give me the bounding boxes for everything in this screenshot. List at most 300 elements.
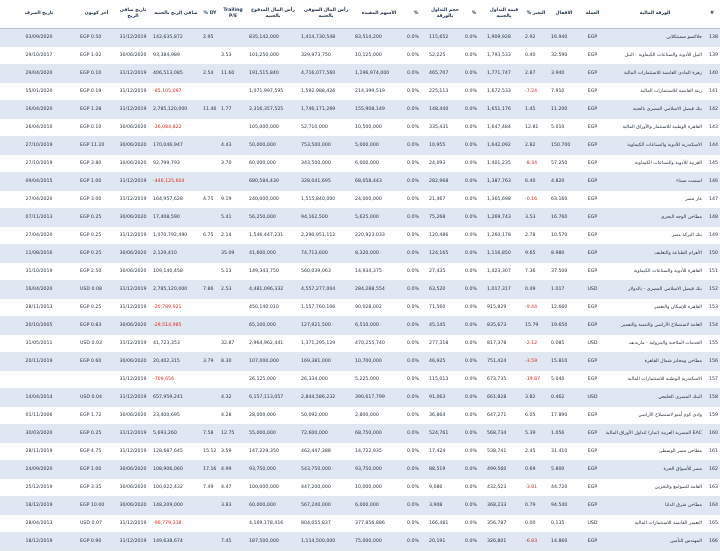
- cell-close: 63.160: [549, 191, 579, 209]
- table-row[interactable]: [0, 317, 720, 335]
- cell-pct: 0.0%: [463, 65, 485, 83]
- cell-pct: 0.0%: [463, 497, 485, 515]
- cell-idx: 152: [704, 281, 720, 299]
- cell-trailing-pe: [219, 83, 247, 101]
- cell-change: 9.65: [523, 245, 549, 263]
- cell-traded-value: 647,271: [485, 407, 523, 425]
- table-row[interactable]: [0, 407, 720, 425]
- table-row[interactable]: [0, 281, 720, 299]
- cell-net-profit: -85,105,067: [151, 83, 201, 101]
- cell-security-name[interactable]: المهندس للتأمين: [606, 533, 704, 551]
- cell-security-name[interactable]: التعمير القابضة للاستثمارات المالية: [606, 515, 704, 533]
- cell-dy: 6.75: [201, 227, 219, 245]
- cell-shares: 6,510,000: [353, 317, 405, 335]
- cell-traded-value: 751,424: [485, 353, 523, 371]
- cell-pct: 0.0%: [463, 425, 485, 443]
- cell-idx: 149: [704, 227, 720, 245]
- cell-pct: 0.0%: [463, 173, 485, 191]
- cell-profit-date: 31/12/2019: [115, 191, 151, 209]
- cell-currency: EGP: [579, 155, 606, 173]
- cell-security-name[interactable]: زهرة المادي القابضة للاستثمارات المالية: [606, 65, 704, 83]
- cell-market-cap: 52,710,000: [299, 119, 353, 137]
- cell-traded-volume: 24,093: [427, 155, 463, 173]
- cell-currency: EGP: [579, 65, 606, 83]
- cell-coupon-date: 11/08/2016: [0, 245, 78, 263]
- cell-shares: 68,058,443: [353, 173, 405, 191]
- cell-profit-date: 30/06/2020: [115, 317, 151, 335]
- cell-security-name[interactable]: مطاحن الوجه البحري: [606, 209, 704, 227]
- header-row: [0, 0, 720, 29]
- cell-security-name[interactable]: بنك البركة مصر: [606, 227, 704, 245]
- cell-close: 32.590: [549, 47, 579, 65]
- cell-coupon-date: 18/12/2019: [0, 533, 78, 551]
- cell-security-name[interactable]: النيل للأدوية والصناعات الكيماوية - النيل: [606, 47, 704, 65]
- table-row[interactable]: [0, 83, 720, 101]
- cell-close: 0.135: [549, 515, 579, 533]
- cell-shares: 214,399,519: [353, 83, 405, 101]
- cell-last-coupon: EGP 0.50: [78, 29, 115, 47]
- cell-traded-value: 499,560: [485, 461, 523, 479]
- table-row[interactable]: [0, 29, 720, 47]
- header-pct[interactable]: %: [463, 0, 485, 29]
- cell-coupon-date: 14/04/2014: [0, 389, 78, 407]
- cell-traded-volume: 10,955: [427, 137, 463, 155]
- cell-traded-value: 568,734: [485, 425, 523, 443]
- cell-market-cap: 1,414,730,548: [299, 29, 353, 47]
- cell-currency: EGP: [579, 191, 606, 209]
- cell-coupon-date: 18/12/2019: [0, 497, 78, 515]
- cell-trailing-pe: [219, 29, 247, 47]
- cell-traded-value: 915,829: [485, 299, 523, 317]
- table-row[interactable]: [0, 443, 720, 461]
- cell-currency: EGP: [579, 425, 606, 443]
- cell-net-profit: -446,125,604: [151, 173, 201, 191]
- cell-traded-volume: 21,467: [427, 191, 463, 209]
- cell-traded-volume: 20,191: [427, 533, 463, 551]
- cell-currency: EGP: [579, 83, 606, 101]
- cell-security-name[interactable]: الاسكندرية الوطنية للاستثمارات المالية: [606, 371, 704, 389]
- cell-trailing-pe: 9.19: [219, 191, 247, 209]
- cell-paid-capital: 28,000,000: [247, 407, 299, 425]
- cell-currency: EGP: [579, 299, 606, 317]
- cell-change: -19.87: [523, 371, 549, 389]
- cell-pct2: 0.0%: [405, 479, 427, 497]
- table-row[interactable]: [0, 65, 720, 83]
- table-row[interactable]: [0, 335, 720, 353]
- cell-profit-date: 31/12/2019: [115, 281, 151, 299]
- cell-security-name[interactable]: البنك المصري الخليجي: [606, 389, 704, 407]
- cell-paid-capital: 191,515,840: [247, 65, 299, 83]
- header-profit-date[interactable]: تاريخ صافي الربح: [115, 0, 151, 29]
- cell-net-profit: -709,656: [151, 371, 201, 389]
- table-row[interactable]: [0, 119, 720, 137]
- cell-dy: [201, 83, 219, 101]
- header-pct2[interactable]: %: [405, 0, 427, 29]
- cell-traded-value: 1,771,747: [485, 65, 523, 83]
- cell-traded-volume: 120,486: [427, 227, 463, 245]
- cell-security-name[interactable]: EAC المصرية العربية (ثمار) لتداول الأوراق المالية: [606, 425, 704, 443]
- cell-security-name[interactable]: رتنة القابضة للاستثمارات المالية: [606, 83, 704, 101]
- cell-net-profit: -20,789,921: [151, 299, 201, 317]
- cell-market-cap: 1,746,171,269: [299, 101, 353, 119]
- cell-coupon-date: 28/11/2013: [0, 299, 78, 317]
- cell-idx: 147: [704, 191, 720, 209]
- table-row[interactable]: [0, 263, 720, 281]
- cell-close: 14.860: [549, 533, 579, 551]
- cell-dy: 2.54: [201, 65, 219, 83]
- cell-paid-capital: 56,250,000: [247, 209, 299, 227]
- table-row[interactable]: [0, 389, 720, 407]
- header-market-cap[interactable]: رأس المال السوقي بالجنيه: [299, 0, 353, 29]
- cell-pct: 0.0%: [463, 335, 485, 353]
- cell-pct2: 0.0%: [405, 335, 427, 353]
- cell-security-name[interactable]: مصر للأسواق الحرة: [606, 461, 704, 479]
- cell-security-name[interactable]: الاسكندرية للأدوية والصناعات الكيماوية: [606, 137, 704, 155]
- cell-pct: 0.0%: [463, 479, 485, 497]
- cell-market-cap: 26,334,000: [299, 371, 353, 389]
- cell-coupon-date: 28/04/2013: [0, 515, 78, 533]
- cell-change: 2.78: [523, 227, 549, 245]
- cell-dy: [201, 245, 219, 263]
- cell-traded-value: 1,387,763: [485, 173, 523, 191]
- cell-pct2: 0.0%: [405, 515, 427, 533]
- cell-last-coupon: USD 0.03: [78, 335, 115, 353]
- cell-security-name[interactable]: القاهرة للإسكان والتعمير: [606, 299, 704, 317]
- cell-traded-volume: 88,519: [427, 461, 463, 479]
- cell-traded-volume: 9,086: [427, 479, 463, 497]
- cell-market-cap: 50,092,000: [299, 407, 353, 425]
- cell-change: -7.24: [523, 83, 549, 101]
- cell-idx: 144: [704, 137, 720, 155]
- cell-market-cap: 74,713,600: [299, 245, 353, 263]
- cell-net-profit: 170,046,947: [151, 137, 201, 155]
- header-close[interactable]: الاقفال: [549, 0, 579, 29]
- table-row[interactable]: [0, 245, 720, 263]
- cell-security-name[interactable]: بنك فيصل الاسلامي المصري - بالدولار: [606, 281, 704, 299]
- header-trailing-pe[interactable]: Trailing P/E: [219, 0, 247, 29]
- cell-net-profit: 17,408,590: [151, 209, 201, 227]
- cell-coupon-date: 01/11/2006: [0, 407, 78, 425]
- cell-trailing-pe: 2.53: [219, 281, 247, 299]
- cell-pct: 0.0%: [463, 83, 485, 101]
- cell-coupon-date: 27/04/2020: [0, 191, 78, 209]
- cell-security-name[interactable]: مطاحن مصر الوسطى: [606, 443, 704, 461]
- cell-shares: 284,288,554: [353, 281, 405, 299]
- cell-idx: 146: [704, 173, 720, 191]
- cell-profit-date: 31/12/2019: [115, 65, 151, 83]
- cell-pct2: 0.0%: [405, 389, 427, 407]
- cell-pct2: 0.0%: [405, 497, 427, 515]
- cell-shares: 155,908,149: [353, 101, 405, 119]
- cell-pct2: 0.0%: [405, 425, 427, 443]
- cell-profit-date: 31/12/2019: [115, 515, 151, 533]
- cell-coupon-date: 28/11/2019: [0, 443, 78, 461]
- cell-traded-value: 1,672,533: [485, 83, 523, 101]
- cell-traded-volume: 46,925: [427, 353, 463, 371]
- cell-last-coupon: EGP 0.25: [78, 209, 115, 227]
- cell-pct2: 0.0%: [405, 191, 427, 209]
- cell-pct: 0.0%: [463, 371, 485, 389]
- cell-traded-volume: 75,268: [427, 209, 463, 227]
- header-traded-volume[interactable]: حجم التداول بالورقة: [427, 0, 463, 29]
- cell-paid-capital: 100,000,000: [247, 479, 299, 497]
- cell-market-cap: 2,290,951,112: [299, 227, 353, 245]
- cell-pct: 0.0%: [463, 209, 485, 227]
- cell-dy: [201, 407, 219, 425]
- cell-dy: 11.46: [201, 101, 219, 119]
- cell-pct2: 0.0%: [405, 443, 427, 461]
- cell-coupon-date: 26/04/2010: [0, 119, 78, 137]
- cell-close: 31.410: [549, 443, 579, 461]
- cell-net-profit: 41,723,353: [151, 335, 201, 353]
- cell-last-coupon: EGP 1.02: [78, 47, 115, 65]
- cell-last-coupon: EGP 0.19: [78, 83, 115, 101]
- cell-profit-date: 31/12/2019: [115, 443, 151, 461]
- table-row[interactable]: [0, 497, 720, 515]
- cell-paid-capital: 450,140,010: [247, 299, 299, 317]
- cell-currency: EGP: [579, 263, 606, 281]
- cell-traded-volume: 277,318: [427, 335, 463, 353]
- cell-paid-capital: 1,071,997,595: [247, 83, 299, 101]
- header-idx[interactable]: #: [704, 0, 720, 29]
- cell-trailing-pe: 4.28: [219, 407, 247, 425]
- cell-close: 3.940: [549, 65, 579, 83]
- cell-profit-date: 30/06/2020: [115, 155, 151, 173]
- cell-security-name[interactable]: مطاحن ومخابز شمال القاهرة: [606, 353, 704, 371]
- cell-pct: 0.0%: [463, 407, 485, 425]
- table-header: [0, 0, 720, 29]
- cell-paid-capital: 4,481,096,332: [247, 281, 299, 299]
- cell-paid-capital: 101,250,000: [247, 47, 299, 65]
- cell-trailing-pe: 7.45: [219, 533, 247, 551]
- cell-pct: 0.0%: [463, 317, 485, 335]
- cell-currency: USD: [579, 389, 606, 407]
- cell-paid-capital: 60,000,000: [247, 497, 299, 515]
- cell-traded-volume: 63,520: [427, 281, 463, 299]
- cell-close: 11.200: [549, 101, 579, 119]
- table-row[interactable]: [0, 209, 720, 227]
- cell-coupon-date: 15/01/2020: [0, 83, 78, 101]
- cell-paid-capital: 65,100,000: [247, 317, 299, 335]
- cell-pct: 0.0%: [463, 155, 485, 173]
- cell-security-name[interactable]: مطاحن شرق الدلتا: [606, 497, 704, 515]
- cell-traded-value: 673,735: [485, 371, 523, 389]
- cell-trailing-pe: [219, 515, 247, 533]
- table-row[interactable]: [0, 155, 720, 173]
- cell-close: 1.017: [549, 281, 579, 299]
- cell-currency: USD: [579, 515, 606, 533]
- cell-market-cap: 1,114,500,000: [299, 533, 353, 551]
- cell-close: 5.040: [549, 371, 579, 389]
- cell-profit-date: 31/12/2019: [115, 389, 151, 407]
- cell-shares: 83,514,200: [353, 29, 405, 47]
- cell-security-name[interactable]: جلاكسو سميثكلاين: [606, 29, 704, 47]
- header-name[interactable]: الورقة المالية: [606, 0, 704, 29]
- header-currency[interactable]: العملة: [579, 0, 606, 29]
- cell-profit-date: 31/12/2019: [115, 533, 151, 551]
- table-row[interactable]: [0, 533, 720, 551]
- cell-paid-capital: 55,000,000: [247, 425, 299, 443]
- cell-traded-volume: 282,968: [427, 173, 463, 191]
- header-coupon-date[interactable]: تاريخ الصرف: [0, 0, 78, 29]
- cell-traded-volume: 115,652: [427, 29, 463, 47]
- cell-pct2: 0.0%: [405, 119, 427, 137]
- cell-change: 6.40: [523, 173, 549, 191]
- cell-security-name[interactable]: وادي كوم أمبو لاستصلاح الأراضي: [606, 407, 704, 425]
- cell-shares: 5,225,000: [353, 371, 405, 389]
- cell-net-profit: 93,384,989: [151, 47, 201, 65]
- cell-close: 44.720: [549, 479, 579, 497]
- cell-market-cap: 543,750,000: [299, 461, 353, 479]
- cell-traded-value: 1,642,092: [485, 137, 523, 155]
- cell-dy: [201, 533, 219, 551]
- cell-security-name[interactable]: العامة لاستصلاح الأراضي والتنمية والتعمير: [606, 317, 704, 335]
- table-row[interactable]: [0, 101, 720, 119]
- cell-paid-capital: 680,584,430: [247, 173, 299, 191]
- table-row[interactable]: [0, 47, 720, 65]
- cell-pct2: 0.0%: [405, 137, 427, 155]
- cell-shares: 1,196,974,000: [353, 65, 405, 83]
- header-last-coupon[interactable]: آخر كوبون: [78, 0, 115, 29]
- cell-idx: 163: [704, 479, 720, 497]
- table-row[interactable]: [0, 515, 720, 533]
- cell-paid-capital: 6,157,113,057: [247, 389, 299, 407]
- cell-shares: 2,800,000: [353, 407, 405, 425]
- cell-trailing-pe: [219, 299, 247, 317]
- cell-profit-date: 30/06/2020: [115, 245, 151, 263]
- cell-trailing-pe: 4.43: [219, 137, 247, 155]
- cell-security-name[interactable]: بنك فيصل الاسلامي المصري بالجنيه: [606, 101, 704, 119]
- cell-traded-volume: 166,481: [427, 515, 463, 533]
- table-row[interactable]: [0, 227, 720, 245]
- cell-dy: 17.16: [201, 461, 219, 479]
- header-paid-capital[interactable]: رأس المال المدفوع بالجنيه: [247, 0, 299, 29]
- cell-market-cap: 753,500,000: [299, 137, 353, 155]
- cell-last-coupon: EGP 1.28: [78, 101, 115, 119]
- cell-trailing-pe: 11.60: [219, 65, 247, 83]
- cell-traded-value: 661,828: [485, 389, 523, 407]
- cell-security-name[interactable]: العربية للأدوية والصناعات الكيماوية: [606, 155, 704, 173]
- cell-currency: USD: [579, 335, 606, 353]
- cell-net-profit: 23,400,695: [151, 407, 201, 425]
- cell-security-name[interactable]: غاز مصر: [606, 191, 704, 209]
- cell-currency: EGP: [579, 443, 606, 461]
- header-dy[interactable]: DY %: [201, 0, 219, 29]
- cell-traded-value: 1,116,850: [485, 245, 523, 263]
- header-net-profit[interactable]: صافي الربح بالجنيه: [151, 0, 201, 29]
- cell-pct: 0.0%: [463, 353, 485, 371]
- table-row[interactable]: [0, 371, 720, 389]
- cell-pct: 0.0%: [463, 443, 485, 461]
- cell-idx: 151: [704, 263, 720, 281]
- cell-security-name[interactable]: اسمنت سيناء: [606, 173, 704, 191]
- cell-dy: 2.95: [201, 29, 219, 47]
- cell-last-coupon: EGP 0.90: [78, 533, 115, 551]
- cell-dy: [201, 335, 219, 353]
- cell-security-name[interactable]: القاهرة للأدوية والصناعات الكيماوية: [606, 263, 704, 281]
- cell-pct: 0.0%: [463, 47, 485, 65]
- cell-currency: EGP: [579, 29, 606, 47]
- table-row[interactable]: [0, 461, 720, 479]
- table-row[interactable]: [0, 299, 720, 317]
- cell-market-cap: 567,240,000: [299, 497, 353, 515]
- cell-last-coupon: EGP 10.00: [78, 497, 115, 515]
- table-row[interactable]: [0, 353, 720, 371]
- cell-trailing-pe: [219, 317, 247, 335]
- cell-pct: 0.0%: [463, 119, 485, 137]
- cell-shares: 10,500,000: [353, 119, 405, 137]
- cell-net-profit: 164,957,628: [151, 191, 201, 209]
- cell-traded-value: 1,365,698: [485, 191, 523, 209]
- cell-dy: 7.58: [201, 425, 219, 443]
- cell-profit-date: 30/06/2020: [115, 497, 151, 515]
- cell-last-coupon: EGP 0.60: [78, 353, 115, 371]
- cell-dy: [201, 497, 219, 515]
- cell-net-profit: 128,687,645: [151, 443, 201, 461]
- cell-coupon-date: 29/10/2017: [0, 47, 78, 65]
- cell-traded-value: 1,793,533: [485, 47, 523, 65]
- cell-net-profit: 20,402,315: [151, 353, 201, 371]
- cell-dy: [201, 515, 219, 533]
- cell-security-name[interactable]: العامة للصوامع والتخزين: [606, 479, 704, 497]
- cell-currency: EGP: [579, 461, 606, 479]
- cell-last-coupon: EGP 0.10: [78, 119, 115, 137]
- cell-last-coupon: [78, 371, 115, 389]
- cell-pct2: 0.0%: [405, 83, 427, 101]
- cell-market-cap: 560,039,063: [299, 263, 353, 281]
- cell-shares: 377,856,886: [353, 515, 405, 533]
- cell-dy: [201, 155, 219, 173]
- header-shares[interactable]: الأسهم المقيدة: [353, 0, 405, 29]
- cell-net-profit: -26,084,822: [151, 119, 201, 137]
- cell-trailing-pe: 2.14: [219, 227, 247, 245]
- cell-pct2: 0.0%: [405, 407, 427, 425]
- cell-paid-capital: 2,964,962,441: [247, 335, 299, 353]
- table-row[interactable]: [0, 191, 720, 209]
- cell-close: 16.760: [549, 209, 579, 227]
- cell-traded-value: 538,741: [485, 443, 523, 461]
- cell-shares: 8,320,000: [353, 245, 405, 263]
- table-row[interactable]: [0, 425, 720, 443]
- cell-security-name[interactable]: الأهرام للطباعة والتغليف: [606, 245, 704, 263]
- cell-close: 17.890: [549, 407, 579, 425]
- cell-security-name[interactable]: الخدمات الملاحية والبترولية - ماريديف: [606, 335, 704, 353]
- cell-change: 0.79: [523, 497, 549, 515]
- cell-profit-date: 30/06/2020: [115, 47, 151, 65]
- cell-traded-volume: 148,440: [427, 101, 463, 119]
- cell-change: 5.39: [523, 425, 549, 443]
- cell-traded-value: 1,401,235: [485, 155, 523, 173]
- table-row[interactable]: [0, 137, 720, 155]
- cell-market-cap: 4,557,277,004: [299, 281, 353, 299]
- cell-shares: 6,000,000: [353, 497, 405, 515]
- cell-idx: 150: [704, 245, 720, 263]
- cell-idx: 164: [704, 497, 720, 515]
- header-change[interactable]: التغير %: [523, 0, 549, 29]
- cell-idx: 159: [704, 407, 720, 425]
- table-row[interactable]: [0, 173, 720, 191]
- cell-idx: 158: [704, 389, 720, 407]
- table-row[interactable]: [0, 479, 720, 497]
- cell-shares: 5,625,000: [353, 209, 405, 227]
- cell-pct: 0.0%: [463, 101, 485, 119]
- cell-idx: 138: [704, 29, 720, 47]
- cell-security-name[interactable]: القاهرة الوطنية للاستثمار والأوراق المالية: [606, 119, 704, 137]
- cell-traded-value: 1,269,743: [485, 209, 523, 227]
- header-traded-value[interactable]: قيمة التداول بالجنيه: [485, 0, 523, 29]
- cell-traded-value: 1,023,307: [485, 263, 523, 281]
- cell-coupon-date: 31/10/2019: [0, 263, 78, 281]
